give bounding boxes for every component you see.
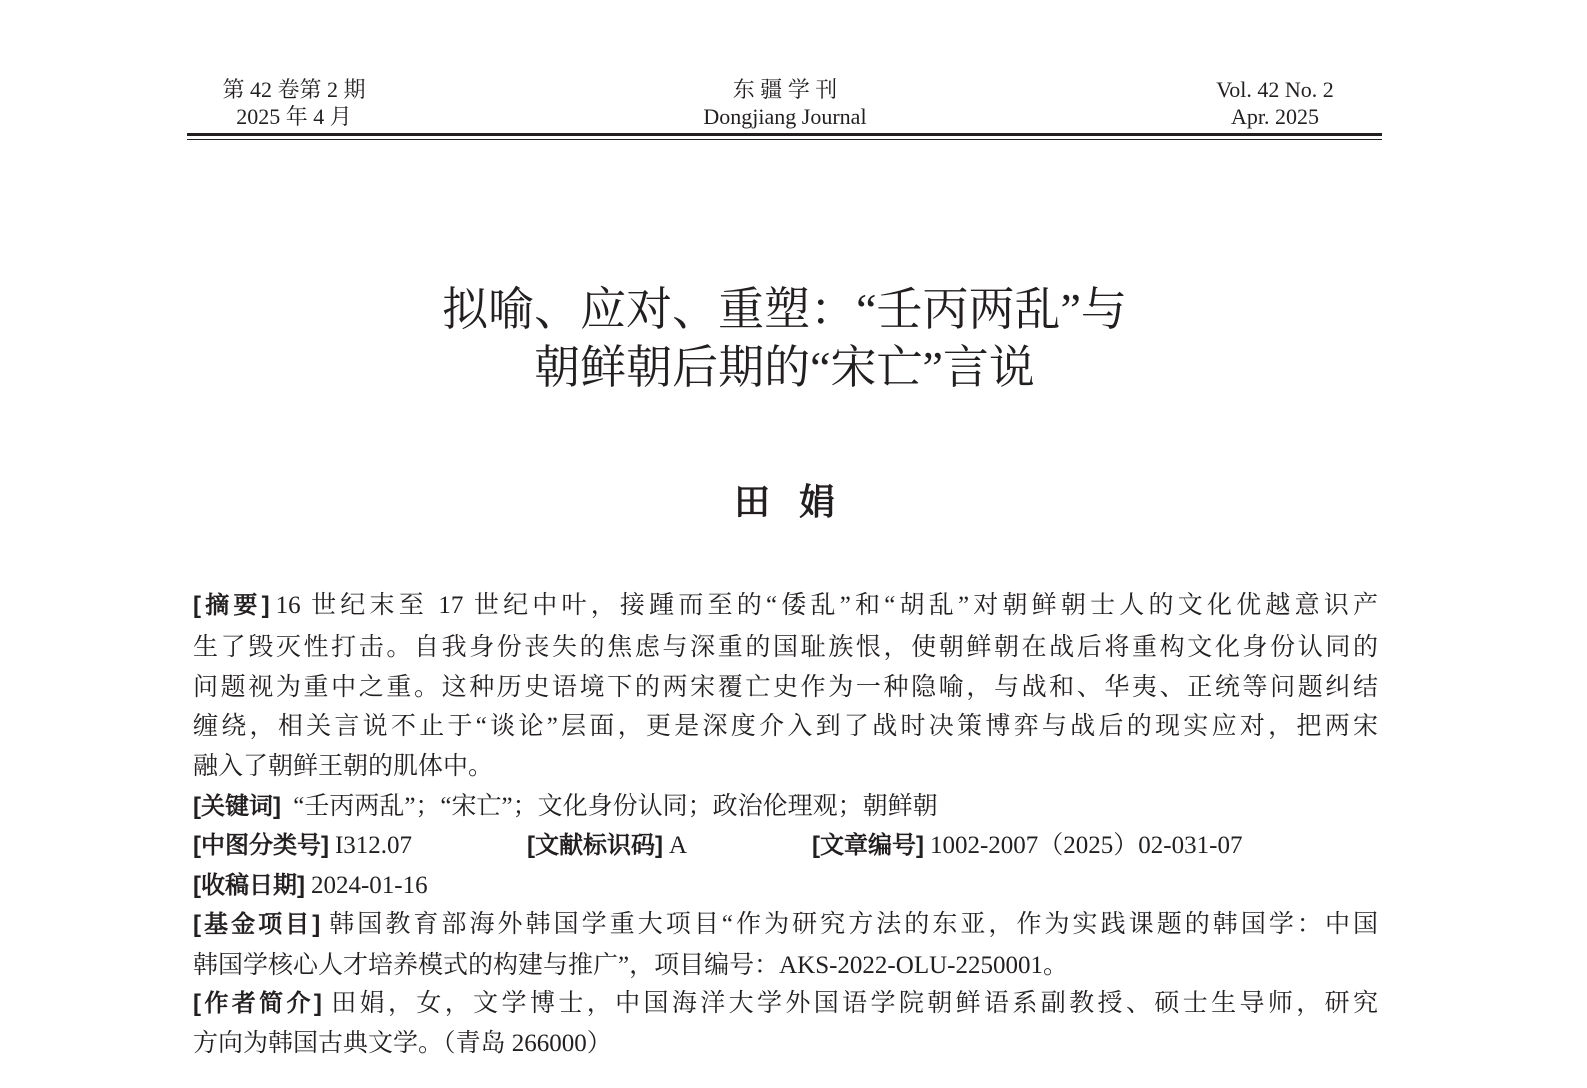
author-bio-text-2: 方向为韩国古典文学。（青岛 266000） bbox=[193, 1030, 612, 1057]
header-rule-thin bbox=[187, 139, 1382, 140]
clc-label: [中图分类号] bbox=[193, 832, 329, 859]
classification-line bbox=[193, 826, 1378, 866]
header-right bbox=[1175, 76, 1375, 130]
abstract-label: [摘要] bbox=[193, 592, 270, 619]
funding-label: [基金项目] bbox=[193, 911, 321, 938]
title-line-1: 拟喻、应对、重塑：“壬丙两乱”与 bbox=[442, 284, 1127, 335]
doc-code-field bbox=[527, 826, 687, 866]
abstract-text-4: 缠绕，相关言说不止于“谈论”层面，更是深度介入到了战时决策博弈与战后的现实应对，把两宋 bbox=[193, 713, 1378, 740]
header-rule-thick bbox=[187, 133, 1382, 136]
volume-issue-en: Vol. 42 No. 2 bbox=[1216, 77, 1334, 102]
volume-issue-cn: 第 42 卷第 2 期 bbox=[222, 77, 366, 102]
received-value: 2024-01-16 bbox=[310, 872, 428, 899]
doc-code-label: [文献标识码] bbox=[527, 832, 663, 859]
keywords-text: “壬丙两乱”；“宋亡”；文化身份认同；政治伦理观；朝鲜朝 bbox=[293, 793, 938, 820]
funding-text-1: 韩国教育部海外韩国学重大项目“作为研究方法的东亚，作为实践课题的韩国学：中国 bbox=[326, 911, 1378, 938]
received-line bbox=[193, 866, 1378, 906]
keywords-line bbox=[193, 787, 1378, 827]
doc-code-value: A bbox=[668, 832, 688, 859]
author-bio-text-1: 田娟，女，文学博士，中国海洋大学外国语学院朝鲜语系副教授、硕士生导师，研究 bbox=[327, 990, 1378, 1017]
journal-name-en: Dongjiang Journal bbox=[703, 104, 867, 129]
journal-name-cn: 东 疆 学 刊 bbox=[732, 77, 838, 102]
author-bio-line-2 bbox=[193, 1024, 1378, 1064]
abstract-text-2: 生了毁灭性打击。自我身份丧失的焦虑与深重的国耻族恨，使朝鲜朝在战后将重构文化身份认同的 bbox=[193, 634, 1378, 661]
author-bio-line-1 bbox=[193, 984, 1378, 1024]
funding-text-2: 韩国学核心人才培养模式的构建与推广”，项目编号：AKS-2022-OLU-2250001。 bbox=[193, 952, 1068, 979]
author-bio-label: [作者简介] bbox=[193, 990, 322, 1017]
received-label: [收稿日期] bbox=[193, 872, 305, 899]
abstract-text-3: 问题视为重中之重。这种历史语境下的两宋覆亡史作为一种隐喻，与战和、华夷、正统等问题纠结 bbox=[193, 674, 1378, 701]
keywords-label: [关键词] bbox=[193, 793, 281, 820]
clc-field bbox=[193, 826, 412, 866]
funding-line-2 bbox=[193, 946, 1378, 986]
abstract-line-3 bbox=[193, 668, 1378, 708]
funding-line-1 bbox=[193, 905, 1378, 945]
abstract-line-5 bbox=[193, 747, 1378, 787]
abstract-text-5: 融入了朝鲜王朝的肌体中。 bbox=[193, 753, 494, 780]
abstract-line-4 bbox=[193, 707, 1378, 747]
article-no-field bbox=[812, 826, 1242, 866]
header-left bbox=[194, 76, 394, 130]
publication-date-cn: 2025 年 4 月 bbox=[236, 104, 352, 129]
publication-date-en: Apr. 2025 bbox=[1231, 104, 1319, 129]
abstract-text-1: 16 世纪末至 17 世纪中叶，接踵而至的“倭乱”和“胡乱”对朝鲜朝士人的文化优越意识产 bbox=[275, 592, 1378, 619]
article-no-label: [文章编号] bbox=[812, 832, 924, 859]
header-center bbox=[635, 76, 935, 130]
abstract-line-2 bbox=[193, 628, 1378, 668]
abstract-line-1 bbox=[193, 586, 1378, 626]
author-name: 田 娟 bbox=[733, 482, 835, 522]
article-title bbox=[187, 281, 1382, 397]
clc-value: I312.07 bbox=[334, 832, 413, 859]
article-no-value: 1002-2007（2025）02-031-07 bbox=[929, 832, 1243, 859]
title-line-2: 朝鲜朝后期的“宋亡”言说 bbox=[534, 342, 1035, 393]
